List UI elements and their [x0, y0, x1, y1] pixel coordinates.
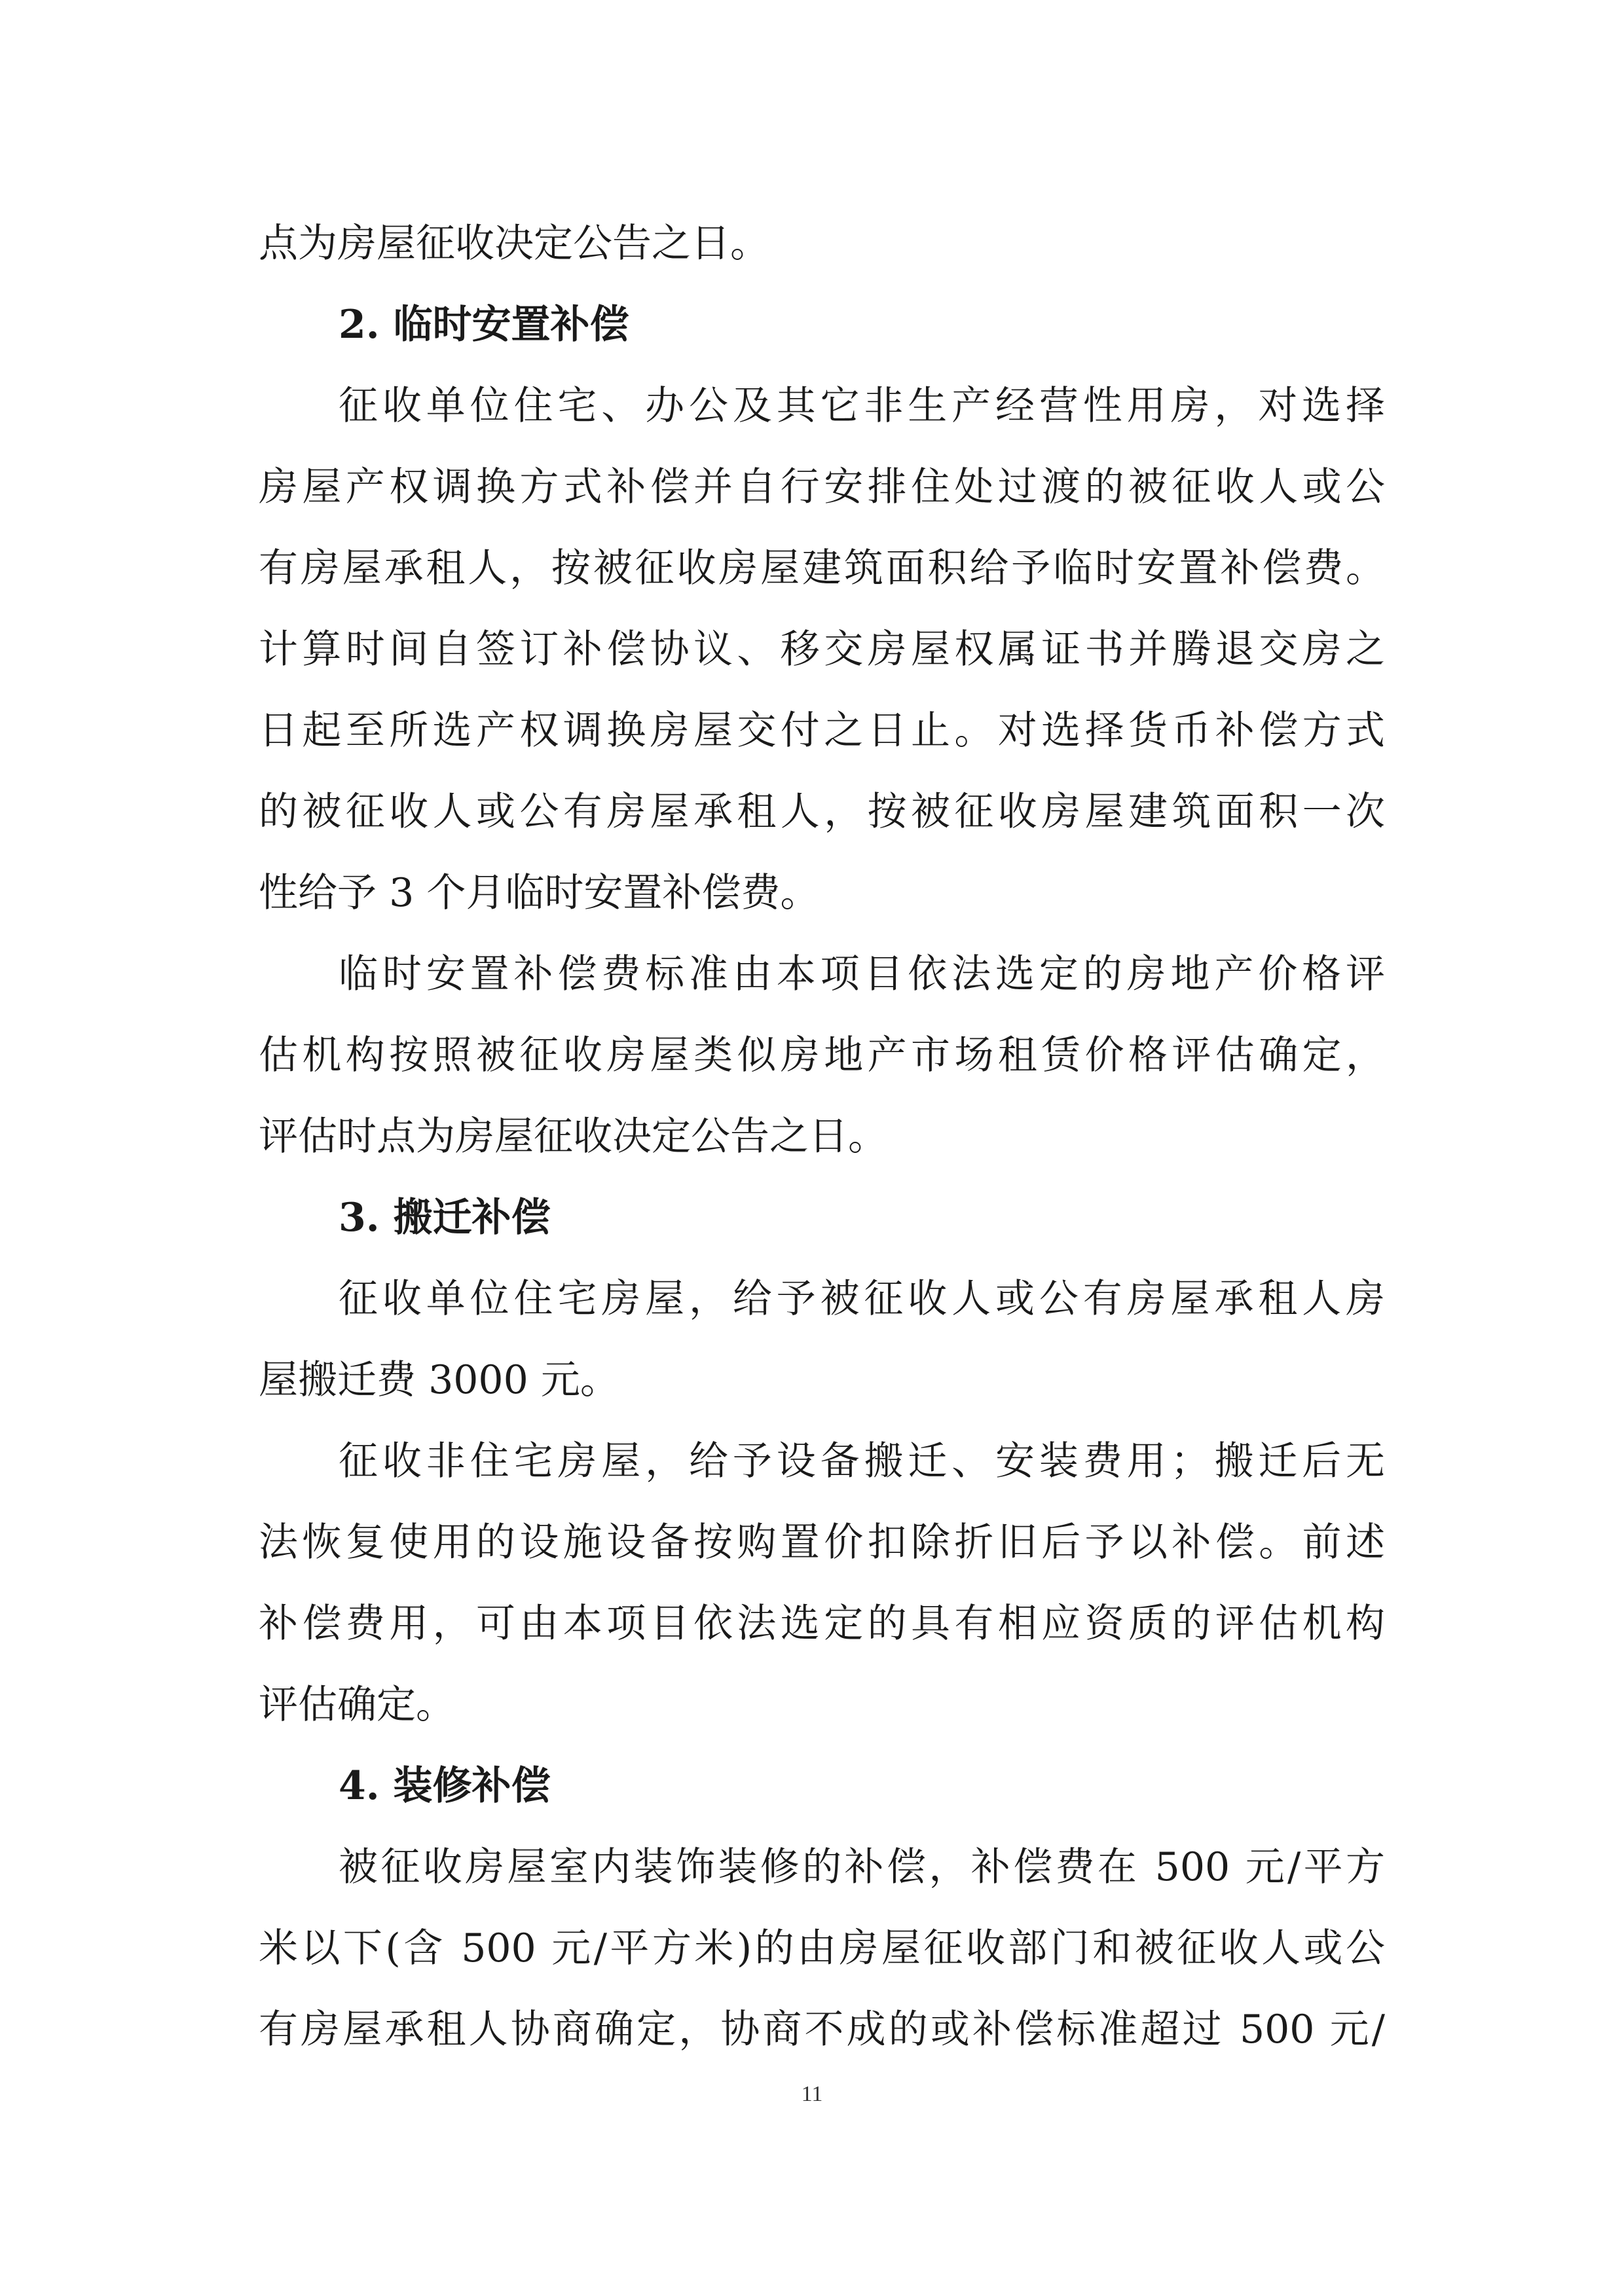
paragraph-line: 被征收房屋室内装饰装修的补偿，补偿费在 500 元/平方: [339, 1844, 1385, 1890]
paragraph-line: 有房屋承租人，按被征收房屋建筑面积给予临时安置补偿费。: [259, 545, 1385, 591]
paragraph-line: 性给予 3 个月临时安置补偿费。: [259, 870, 820, 916]
paragraph-line: 估机构按照被征收房屋类似房地产市场租赁价格评估确定，: [259, 1032, 1385, 1078]
paragraph-line: 有房屋承租人协商确定，协商不成的或补偿标准超过 500 元/: [259, 2007, 1385, 2052]
section-heading-decoration: 4. 装修补偿: [339, 1763, 551, 1809]
paragraph-line: 征收单位住宅房屋，给予被征收人或公有房屋承租人房: [339, 1276, 1385, 1322]
paragraph-line: 征收非住宅房屋，给予设备搬迁、安装费用；搬迁后无: [339, 1438, 1385, 1484]
section-heading-temporary-resettlement: 2. 临时安置补偿: [339, 302, 629, 348]
body-text: [259, 203, 1385, 2070]
paragraph-line: 房屋产权调换方式补偿并自行安排住处过渡的被征收人或公: [259, 464, 1385, 510]
paragraph-line: 补偿费用，可由本项目依法选定的具有相应资质的评估机构: [259, 1601, 1385, 1647]
paragraph-line: 米以下(含 500 元/平方米)的由房屋征收部门和被征收人或公: [259, 1925, 1385, 1971]
section-heading-relocation: 3. 搬迁补偿: [339, 1195, 551, 1241]
paragraph-line: 法恢复使用的设施设备按购置价扣除折旧后予以补偿。前述: [259, 1520, 1385, 1565]
paragraph-line: 评估时点为房屋征收决定公告之日。: [259, 1114, 887, 1159]
paragraph-line: 的被征收人或公有房屋承租人，按被征收房屋建筑面积一次: [259, 789, 1385, 835]
paragraph-line: 屋搬迁费 3000 元。: [259, 1357, 619, 1403]
paragraph-line: 征收单位住宅、办公及其它非生产经营性用房，对选择: [339, 383, 1385, 429]
paragraph-line: 临时安置补偿费标准由本项目依法选定的房地产价格评: [339, 951, 1385, 997]
paragraph-line: 评估确定。: [259, 1682, 455, 1728]
paragraph-line: 计算时间自签订补偿协议、移交房屋权属证书并腾退交房之: [259, 627, 1385, 672]
paragraph-line: 日起至所选产权调换房屋交付之日止。对选择货币补偿方式: [259, 708, 1385, 754]
paragraph-line: 点为房屋征收决定公告之日。: [259, 221, 769, 266]
page-number: 11: [801, 2082, 823, 2106]
